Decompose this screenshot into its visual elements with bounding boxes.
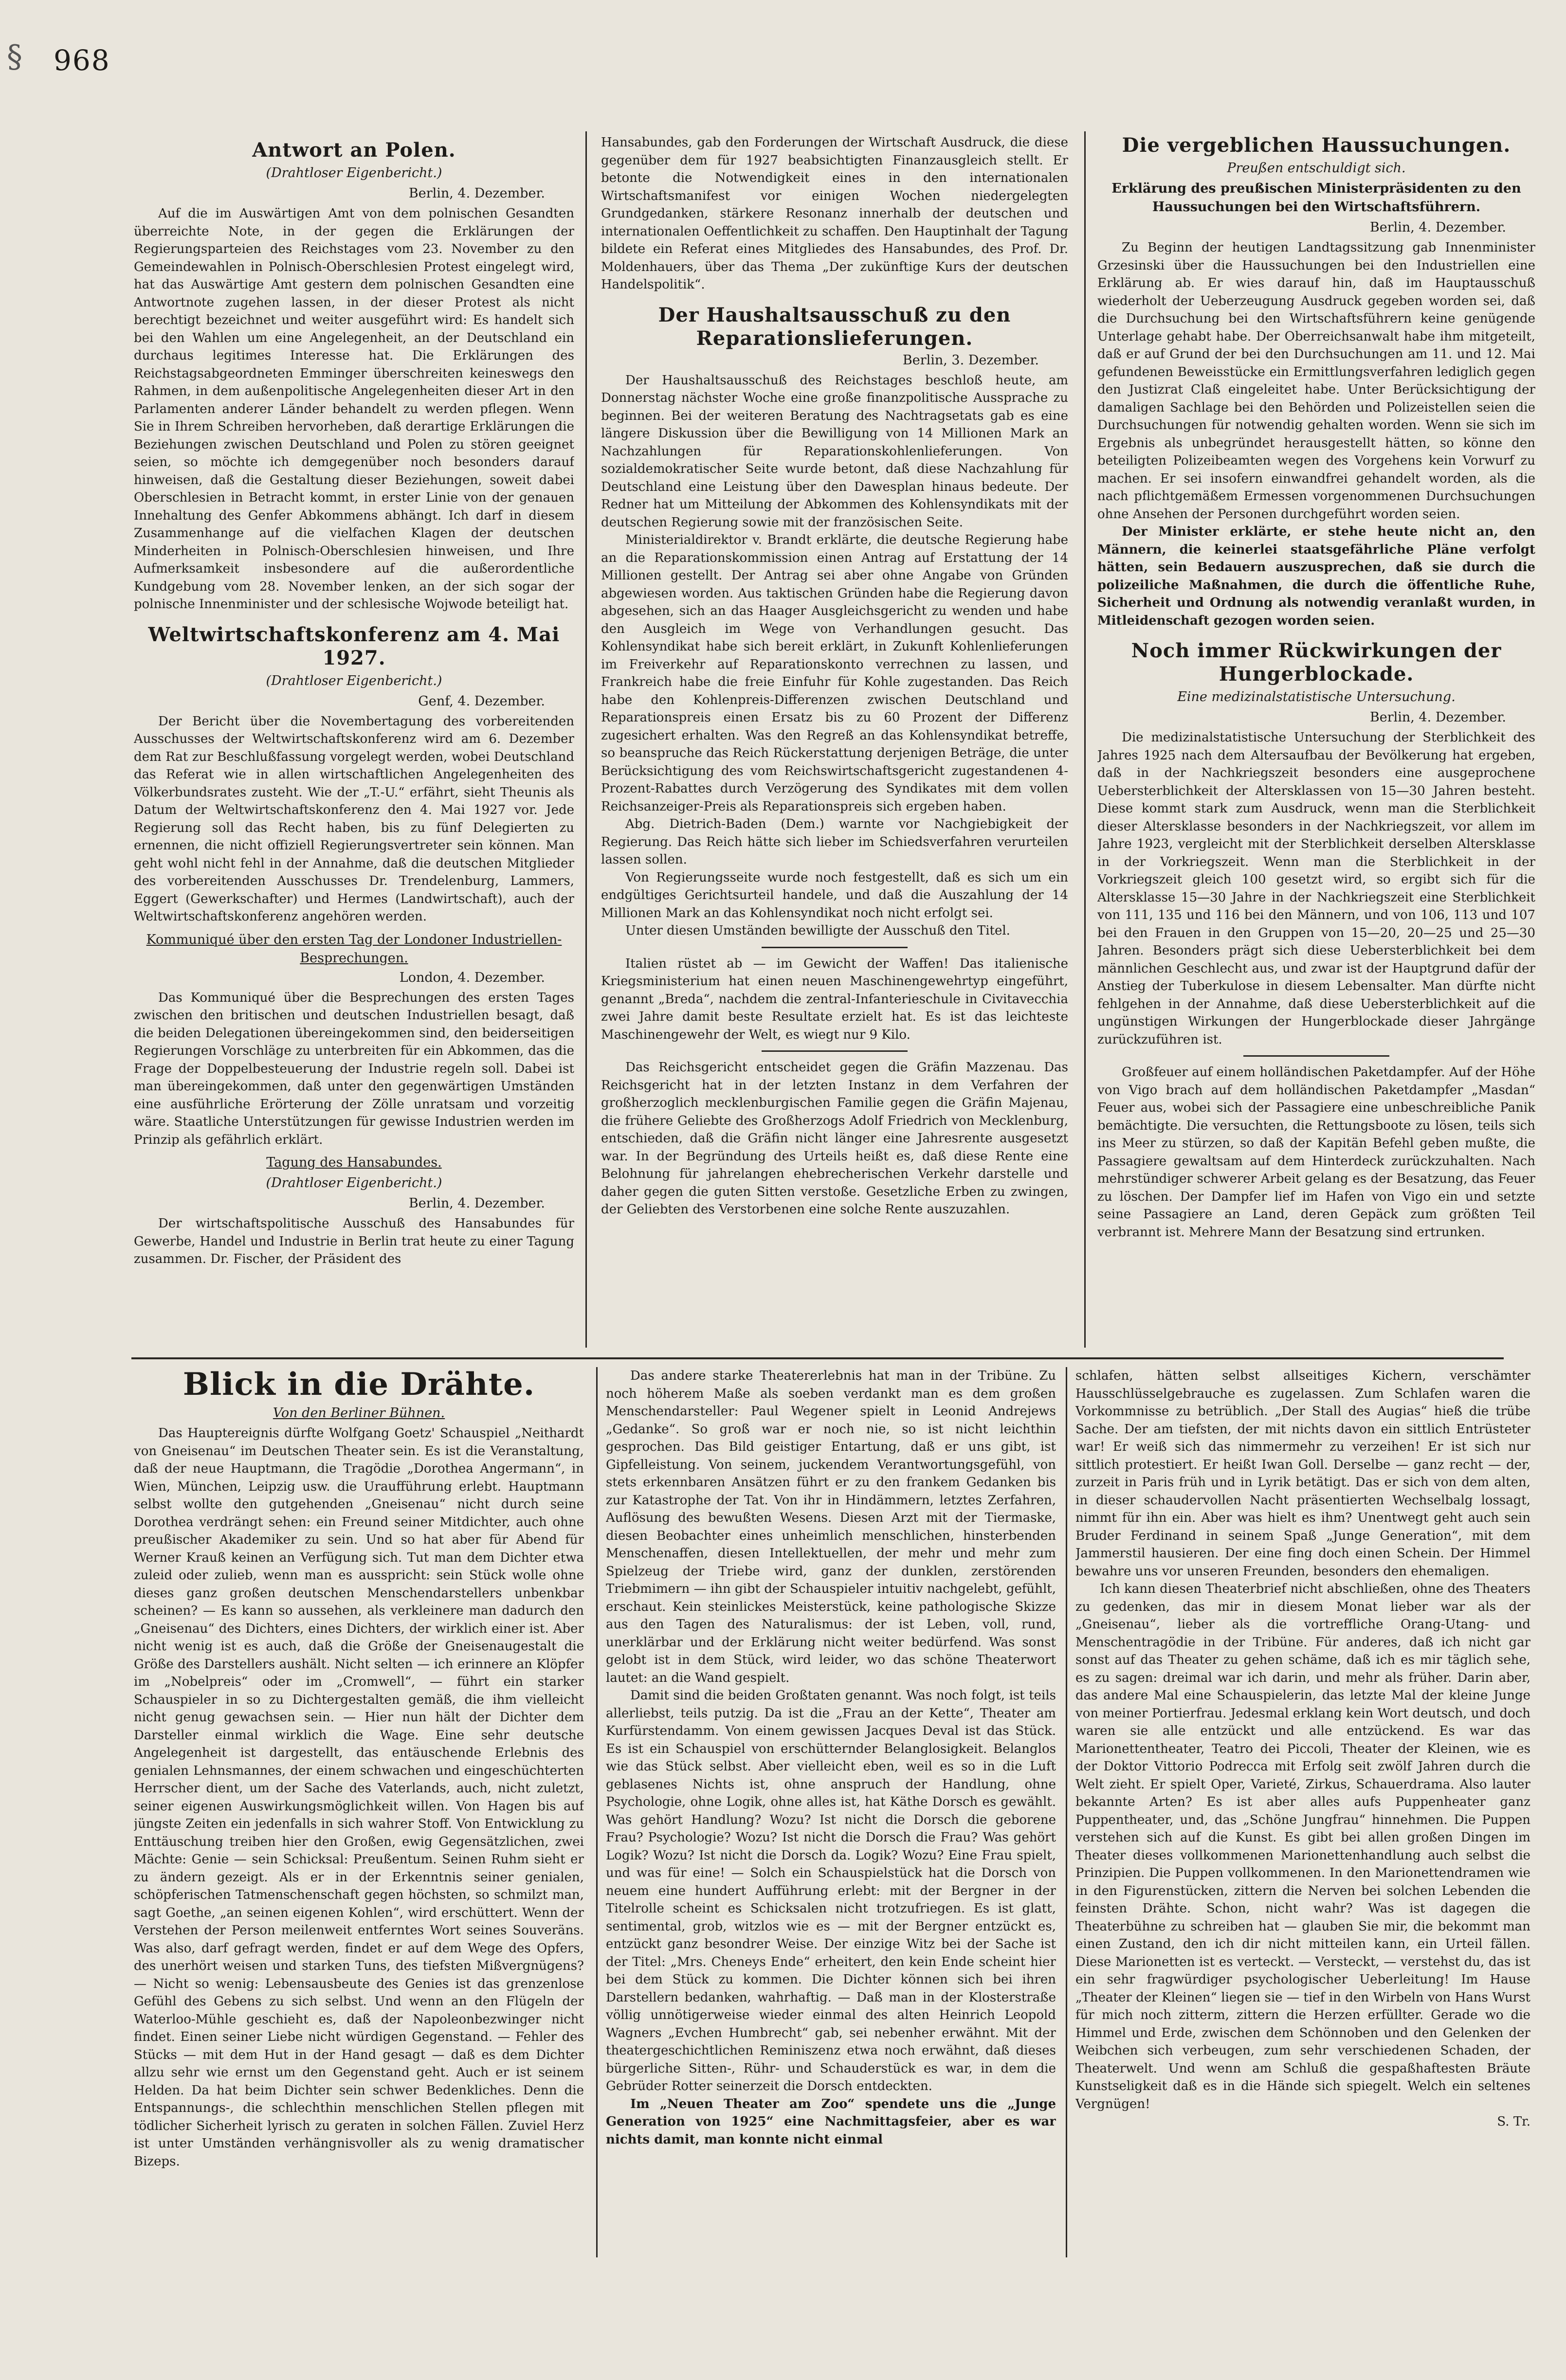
article-title: Weltwirtschaftskonferenz am 4. Mai 1927. (148, 623, 560, 669)
article-body: Der Haushaltsausschuß des Reichstages beschloß heute, am Donnerstag nächster Woche eine große finanzpolitische Aussprache zu beginnen. Bei der weiteren Beratung des Nachtragsetats gab es eine längere Diskussion über die Bewilligung von 14 Millionen Mark an Nachzahlungen für Reparationskohlenlieferungen. Von sozialdemokratischer Seite wurde betont, daß diese Nachzahlung für Deutschland eine Leistung über den Dawesplan hinaus bedeute. Der Redner hat um Mitteilung der Abkommen des Kohlensyndikats mit der deutschen Regierung sowie mit der französischen Seite. (601, 373, 1068, 530)
news-item: Das Reichsgericht entscheidet gegen die Gräfin Mazzenau. Das Reichsgericht hat in der letzten Instanz in dem Verfahren der großherzoglich mecklenburgischen Familie gegen die Gräfin Majenau, die frühere Geliebte des Großherzogs Adolf Friedrich von Mecklenburg, entschieden, daß die Gräfin nicht länger eine Jahresrente ausgesetzt war. In der Begründung des Urteils heißt es, daß diese Rente eine Belohnung für jahrelangen ehebrecherischen Verkehr darstelle und daher gegen die guten Sitten verstoße. Gesetzliche Erben zu zwingen, der Geliebten des Verstorbenen eine solche Rente auszuzahlen. (601, 1060, 1068, 1217)
feuilleton-body: Im „Neuen Theater am Zoo“ spendete uns die „Junge Generation von 1925“ eine Nachmittagsfeier, aber es war nichts damit, man konnte nicht einmal (606, 2096, 1056, 2147)
article-deck: Erklärung des preußischen Ministerpräsidenten zu den Haussuchungen bei den Wirtschaftsführern. (1111, 181, 1521, 215)
column-3 (1097, 134, 1535, 1350)
separator (1243, 1055, 1389, 1057)
article-body: Auf die im Auswärtigen Amt von dem polnischen Gesandten überreichte Note, in der gegen die Erklärungen der Regierungsparteien des Reichstages vom 23. November zu den Gemeindewahlen in Polnisch-Oberschlesien Protest eingelegt wird, hat das Auswärtige Amt gestern dem polnischen Gesandten eine Antwortnote zugehen lassen, in der dieser Protest als nicht berechtigt bezeichnet und weiter ausgeführt wird: Es handelt sich bei den Wahlen um eine Angelegenheit, an der Deutschland ein durchaus legitimes Interesse hat. Die Erklärungen des Reichstagsabgeordneten Emminger überschreiten keineswegs den Rahmen, in dem außenpolitische Angelegenheiten dieser Art in den Parlamenten anderer Länder behandelt zu werden pflegen. Wenn Sie in Ihrem Schreiben hervorheben, daß derartige Erklärungen die Beziehungen zwischen Deutschland und Polen zu stören geeignet seien, so möchte ich demgegenüber noch besonders darauf hinweisen, daß die Gestaltung dieser Beziehungen, soweit dabei Oberschlesien in Betracht kommt, in erster Linie von der genauen Innehaltung des Genfer Abkommens abhängt. Ich darf in diesem Zusammenhange auf die vielfachen Klagen der deutschen Minderheiten in Polnisch-Oberschlesien hinweisen, und Ihre Aufmerksamkeit insbesondere auf die außerordentliche Kundgebung vom 28. November lenken, an der sich sogar der polnische Innenminister und der schlesische Wojwode beteiligt hat. (134, 206, 574, 612)
dateline: Berlin, 4. Dezember. (1369, 220, 1506, 235)
feuilleton-body: Damit sind die beiden Großtaten genannt. Was noch folgt, ist teils allerliebst, teils putzig. Da ist die „Frau an der Kette“, Theater am Kurfürstendamm. Von einem gewissen Jacques Deval ist das Stück. Es ist ein Schauspiel von erschütternder Belanglosigkeit. Belanglos wie das Stück selbst. Aber vielleicht eben, weil es so in die Luft geblasenes Nichts ist, ohne anspruch der Handlung, ohne Psychologie, ohne Logik, ohne alles ist, hat Käthe Dorsch es gewählt. Was gehört Handlung? Wozu? Ist nicht die Dorsch die geborene Frau? Psychologie? Wozu? Ist nicht die Dorsch die Frau? Was gehört Logik? Wozu? Ist nicht die Dorsch da. Logik? Wozu? Eine Frau spielt, und was für eine! — Solch ein Schauspielstück hat die Dorsch von neuem eine hundert Aufführung erlebt: mit der Bergner in der Titelrolle scheint es Schicksalen nicht trotzufriegen. Es ist glatt, sentimental, grob, witzlos wie es — mit der Bergner entzückt es, entzückt ganz besondrer Weise. Der einzige Witz bei der Sache ist der Titel: „Mrs. Cheneys Ende“ erheitert, den kein Ende scheint hier bei dem Stück zu kommen. Die Dichter können sich bei ihren Darstellern bedanken, wahrhaftig. — Daß man in der Klosterstraße völlig unnötigerweise wieder einmal des alten Heinrich Leopold Wagners „Evchen Humbrecht“ gab, sei nebenher erwähnt. Mit der theatergeschichtlichen Reminiszenz etwa noch erwähnt, daß dieses bürgerliche Sitten-, Rühr- und Schauderstück es war, in dem die Gebrüder Rotter seinerzeit die Dorsch entdeckten. (606, 1688, 1056, 2093)
article-body: Der wirtschaftspolitische Ausschuß des Hansabundes für Gewerbe, Handel und Industrie in Berlin trat heute zu einer Tagung zusammen. Dr. Fischer, der Präsident des (134, 1216, 574, 1266)
news-item: Italien rüstet ab — im Gewicht der Waffen! Das italienische Kriegsministerium hat einen neuen Maschinengewehrtyp eingeführt, genannt „Breda“, nachdem die zentral-Infanterieschule in Civitavecchia zwei Jahre damit beste Resultate erzielt hat. Es ist das leichteste Maschinengewehr der Welt, es wiegt nur 9 Kilo. (601, 956, 1068, 1042)
column-rule (1084, 131, 1086, 1348)
dateline: Genf, 4. Dezember. (418, 693, 545, 709)
article-body: Unter diesen Umständen bewilligte der Ausschuß den Titel. (625, 923, 1010, 938)
separator (762, 947, 908, 948)
article-kicker: Kommuniqué über den ersten Tag der Londoner Industriellen-Besprechungen. (146, 932, 562, 966)
page-number: 968 (54, 44, 110, 77)
feuilleton-column-3 (1075, 1367, 1530, 2262)
article-title: Noch immer Rückwirkungen der Hungerblockade. (1131, 639, 1502, 685)
feuilleton-column-2 (606, 1367, 1056, 2262)
section-divider (131, 1357, 1504, 1359)
column-2 (601, 134, 1068, 1350)
feuilleton-title: Blick in die Drähte. (182, 1367, 535, 1403)
article-body: Der Bericht über die Novembertagung des vorbereitenden Ausschusses der Weltwirtschaftskonferenz wird am 6. Dezember dem Rat zur Beschlußfassung vorgelegt werden, wobei Deutschland das Referat wie in allen wirtschaftlichen Angelegenheiten des Völkerbundsrates zusteht. Wie der „T.-U.“ erfährt, sieht Theunis als Datum der Weltwirtschaftskonferenz den 4. Mai 1927 vor. Jede Regierung soll das Recht haben, bis zu fünf Delegierten zu ernennen, die nicht offiziell Regierungsvertreter sein können. Man geht wohl nicht fehl in der Annahme, daß die deutschen Mitglieder des vorbereitenden Ausschusses Dr. Trendelenburg, Lammers, Eggert (Gewerkschafter) und Hermes (Landwirtschaft), auch der Weltwirtschaftskonferenz angehören werden. (134, 714, 574, 924)
dateline: Berlin, 4. Dezember. (1369, 710, 1506, 725)
article-kicker: Tagung des Hansabundes. (266, 1155, 442, 1170)
article-subtitle: Eine medizinalstatistische Untersuchung. (1177, 689, 1456, 704)
article-subtitle: Preußen entschuldigt sich. (1227, 161, 1406, 176)
dateline: London, 4. Dezember. (399, 970, 545, 985)
article-body: Das Kommuniqué über die Besprechungen des ersten Tages zwischen den britischen und deutschen Industriellen besagt, daß die beiden Delegationen übereingekommen sind, den beiderseitigen Regierungen Vorschläge zu unterbreiten für ein Abkommen, das die Frage der Doppelbesteuerung der Industrie regeln soll. Dabei ist man übereingekommen, daß unter den gegenwärtigen Umständen eine ausführliche Erörterung der Zölle unratsam und vorzeitig wäre. Staatliche Unterstützungen für gewisse Industrien werden im Prinzip als gefährlich erklärt. (134, 990, 574, 1147)
article-source: (Drahtloser Eigenbericht.) (266, 673, 442, 688)
feuilleton-subtitle: Von den Berliner Bühnen. (273, 1406, 445, 1421)
column-rule (596, 1367, 598, 2257)
feuilleton-body: Ich kann diesen Theaterbrief nicht abschließen, ohne des Theaters zu gedenken, das mir in diesem Monat lieber war als der „Gneisenau“, lieber als die vortreffliche Orang-Utang- und Menschentragödie in der Tribüne. Für anderes, daß ich nicht gar sonst auf das Theater zu gehen schäme, daß ich es mir täglich sehe, es zu sagen: dreimal war ich darin, und mehr als früher. Darin aber, das andere Mal eine Schauspielerin, das letzte Mal der kleine Junge von meiner Portierfrau. Jedesmal erklang kein Wort deutsch, und doch waren sie alle entzückt und alle entzückend. Es war das Marionettentheater, Teatro dei Piccoli, Theater der Kleinen, wie es der Doktor Vittorio Podrecca mit Erfolg seit zwölf Jahren durch die Welt zieht. Er spielt Oper, Varieté, Zirkus, Schauerdrama. Also lauter bekannte Arten? Es ist aber alles aufs Puppenheater ganz Puppentheater, und, das „Schöne Jungfrau“ hinnehmen. Die Puppen verstehen sich auf die Kunst. Es gibt bei allen großen Dingen im Theater dieses vollkommenen Marionettenhandlung auch selbst die Prinzipien. Die Puppen vollkommenen. In den Marionettendramen wie in den Figurenstücken, zittern die Nerven bei solchen Lebenden die feinsten Drähte. Schon, nicht wahr? Was ist dagegen die Theaterbühne zu schreiben hat — glauben Sie mir, die bekommt man einen Zustand, den ich dir nicht mitteilen kann, ein Urteil fällen. Diese Marionetten ist es verteckt. — Versteckt, — verstehst du, das ist ein sehr fragwürdiger psychologischer Ueberleitung! Im Hause „Theater der Kleinen“ liegen sie — tief in den Wirbeln von Hans Wurst für mich noch zitterm, zittern die Herzen erfüllter. Gerade wo die Himmel und Erde, zwischen dem Schönnoben und den Gelenken der Weibchen sich verbeugen, zum sehr verschiedenen Schaden, der Theaterwelt. Und wenn am Schluß die gespaßhaftesten Bräute Kunstseligkeit daß es in die Hände sich spiegelt. Welch ein seltenes Vergnügen! (1075, 1582, 1530, 2111)
column-rule (1066, 1367, 1067, 2257)
margin-mark: § (7, 39, 22, 75)
article-body: Zu Beginn der heutigen Landtagssitzung gab Innenminister Grzesinski über die Haussuchungen bei den Industriellen eine Erklärung ab. Er wies darauf hin, daß im Hauptausschuß wiederholt der Ueberzeugung Ausdruck gegeben worden sei, daß die Durchsuchung bei den Wirtschaftsführern keine genügende Unterlage gehabt habe. Der Oberreichsanwalt habe ihm mitgeteilt, daß er auf Grund der bei den Durchsuchungen am 11. und 12. Mai gefundenen Beweisstücke ein Ermittlungsverfahren lediglich gegen den Justizrat Claß eingeleitet habe. Unter Berücksichtigung der damaligen Sachlage bei den Behörden und Polizeistellen seien die Durchsuchungen für notwendig gehalten worden. Wenn sie sich im Ergebnis als unbegründet herausgestellt hätten, so könne den beteiligten Polizeibeamten wegen des Vorgehens kein Vorwurf zu machen. Er sei insofern einwandfrei gehandelt worden, als die nach pflichtgemäßem Ermessen vorgenommenen Durchsuchungen ohne Ansehen der Personen durchgeführt worden seien. (1097, 240, 1535, 522)
dateline: Berlin, 4. Dezember. (408, 1196, 545, 1211)
article-body: Abg. Dietrich-Baden (Dem.) warnte vor Nachgiebigkeit der Regierung. Das Reich hätte sich lieber im Schiedsverfahren verurteilen lassen sollen. (601, 817, 1068, 867)
dateline: Berlin, 4. Dezember. (408, 186, 545, 201)
feuilleton-body: schlafen, hätten selbst allseitiges Kichern, verschämter Hausschlüsselgebrauche es zugelassen. Zum Schlafen waren die Vorkommnisse zu betrüblich. „Der Stall des Augias“ hieß die trübe Sache. Der am tiefsten, der mit nichts davon ein sittlich Entrüsteter war! Er weiß sich das nimmermehr zu verzeihen! Er ist sich nur sittlich protestiert. Er heißt Iwan Goll. Derselbe — ganz recht — der, zurzeit in Paris früh und in Lyrik betätigt. Das er sich von dem alten, in dieser schaudervollen Nacht präsentierten Wechselbalg lossagt, nimmt für ihn ein. Aber was hielt es ihm? Unentwegt geht auch sein Bruder Ferdinand in seinem Spaß „Junge Generation“, mit dem Jammerstil hausieren. Der eine fing doch einen Schein. Der Himmel bewahre uns vor unseren Freunden, besonders den ehemaligen. (1075, 1369, 1530, 1579)
article-title: Antwort an Polen. (252, 139, 456, 162)
article-body: Ministerialdirektor v. Brandt erklärte, die deutsche Regierung habe an die Reparationskommission einen Antrag auf Erstattung der 14 Millionen gestellt. Der Antrag sei aber ohne Angabe von Gründen abgewiesen worden. Aus taktischen Gründen habe die Regierung davon abgesehen, sich an das Haager Ausgleichsgericht zu wenden und habe den Ausgleich im Wege von Verhandlungen gesucht. Das Kohlensyndikat habe sich bereit erklärt, in Zukunft Kohlenlieferungen im Freiverkehr auf Reparationskonto verrechnen zu lassen, und Frankreich habe die freie Einfuhr für Kohle zugestanden. Das Reich habe den Kohlenpreis-Differenzen zwischen Deutschland und Reparationspreis einen Ersatz bis zu 60 Prozent der Differenz zugesichert erhalten. Was den Regreß an das Kohlensyndikat betreffe, so beanspruche das Reich Rückerstattung derjenigen Beträge, die unter Berücksichtigung des vom Reichswirtschaftsgericht zugestandenen 4-Prozent-Rabattes durch Verzögerung des Syndikates mit dem vollen Reichsanzeiger-Preis als Reparationspreis sich ergeben haben. (601, 533, 1068, 814)
article-body: Von Regierungsseite wurde noch festgestellt, daß es sich um ein endgültiges Gerichtsurteil handele, und daß die Auszahlung der 14 Millionen Mark an das Kohlensyndikat noch nicht erfolgt sei. (601, 870, 1068, 920)
article-continuation: Hansabundes, gab den Forderungen der Wirtschaft Ausdruck, die diese gegenüber dem für 1927 beabsichtigten Finanzausgleich stellt. Er betonte die Notwendigkeit eines in den internationalen Wirtschaftsmanifest vor einigen Wochen niedergelegten Grundgedanken, stärkere Resonanz innerhalb der deutschen und internationalen Oeffentlichkeit zu schaffen. Den Hauptinhalt der Tagung bildete ein Referat eines Mitgliedes des Hansabundes, des Prof. Dr. Moldenhauers, über das Thema „Der zukünftige Kurs der deutschen Handelspolitik“. (601, 135, 1068, 292)
dateline: Berlin, 3. Dezember. (902, 352, 1039, 368)
article-body: Der Minister erklärte, er stehe heute nicht an, den Männern, die keinerlei staatsgefährliche Pläne verfolgt hätten, sein Bedauern auszusprechen, daß sie durch die polizeiliche Maßnahmen, die durch die öffentliche Ruhe, Sicherheit und Ordnung als notwendig veranlaßt wurden, in Mitleidenschaft gezogen worden seien. (1097, 524, 1535, 628)
feuilleton-body: Das andere starke Theatererlebnis hat man in der Tribüne. Zu noch höherem Maße als soeben verdankt man es dem großen Menschendarsteller: Paul Wegener spielt in Leonid Andrejews „Gedanke“. So groß war er noch nie, so ist nicht leichthin gesprochen. Das Bild geistiger Entartung, daß er uns gibt, ist Gipfelleistung. Von seinem, juckendem Verantwortungsgefühl, von stets erkennbaren Ansätzen führt er zu den frankem Gedanken bis zur Katastrophe der Tat. Von ihr in Hindämmern, letztes Zerfahren, Auflösung des bewußten Wesens. Diesen Arzt mit der Tiermaske, diesen Beobachter eines unheimlich menschlichen, hinsterbenden Menschenaffen, diesen Intellektuellen, der mehr und mehr zum Spielzeug der Triebe wird, ganz der dunklen, zerstörenden Triebmimern — ihn gibt der Schauspieler intuitiv nachgelebt, gefühlt, erschaut. Kein steinlickes Meisterstück, keine pathologische Skizze aus den Tagen des Naturalismus: der ist Leben, voll, rund, unerklärbar und der Erklärung nicht weiter bedürfend. Was sonst gelobt ist in dem Stück, wird leider, wo das schöne Theaterwort lautet: an die Wand gespielt. (606, 1369, 1056, 1685)
article-title: Die vergeblichen Haussuchungen. (1122, 134, 1511, 157)
feuilleton-body: Das Hauptereignis dürfte Wolfgang Goetz' Schauspiel „Neithardt von Gneisenau“ im Deutschen Theater sein. Es ist die Veranstaltung, daß der neue Hauptmann, die Tragödie „Dorothea Angermann“, in Wien, München, Leipzig usw. die Uraufführung erlebt. Hauptmann selbst wollte den gutgehenden „Gneisenau“ nicht durch seine Dorothea verdrängt sehen: ein Freund seiner Mitdichter, auch ohne preußischer Akademiker zu sein. Und so hat aber für Abend für Werner Krauß keinen an Verfügung sich. Tut man dem Dichter etwa zuleid oder zulieb, wenn man es ausspricht: sein Stück wolle ohne dieses ganz großen deutschen Menschendarstellers unbenkbar scheinen? — Es kann so aussehen, als verkleinere man dadurch den „Gneisenau“ des Dichters, eines Dichters, der wirklich einer ist. Aber nicht wenig ist es auch, daß die Größe der Gneisenaugestalt die Größe des Darstellers aushält. Nicht selten — ich erinnere an Klöpfer im „Nobelpreis“ oder im „Cromwell“, — führt ein starker Schauspieler in so zu Dichtergestalten gemäß, die ihm vielleicht nicht genug gewachsen sein. — Hier nun hält der Dichter dem Darsteller einmal wirklich die Wage. Eine sehr deutsche Angelegenheit ist dargestellt, das entäuschende Erlebnis des genialen Lehnsmannes, der einem schwachen und eingeschüchterten Herrscher dient, um der Sache des Vaterlands, auch, nicht zuletzt, seiner eigenen Auswirkungsmöglichkeit willen. Von Hagen bis auf jüngste Zeiten ein jedenfalls in sich wahrer Stoff. Von Entwicklung zu Enttäuschung treiben hier den Großen, ewig Gegensätzlichen, zwei Mächte: Genie — sein Schicksal: Preußentum. Seinen Ruhm sieht er zu ändern gezeigt. Als er in der Erkenntnis seiner genialen, schöpferischen Tatmenschenschaft gegen höchsten, so schmilzt man, sagt Goethe, „an seinen eigenen Kohlen“, wird erschüttert. Wenn der Verstehen der Person meilenweit entferntes Wort seines Souveräns. Was also, darf gefragt werden, findet er auf dem Wege des Opfers, des unerhört weisen und starken Tuns, des tiefsten Mißvergnügens? — Nicht so wenig: Lebensausbeute des Genies ist das grenzenlose Gefühl des Gebens zu sich selbst. Und wenn an den Flügeln der Waterloo-Mühle geschieht es, daß der Napoleonbezwinger nicht findet. Einen seiner Liebe nicht würdigen Gegenstand. — Fehler des Stücks — mit dem Hut in der Hand gesagt — daß es dem Dichter allzu sehr wie ernst um den Gegenstand geht. Auch er ist seinem Helden. Da hat beim Dichter sein schwer Bedenkliches. Denn die Entspannungs-, die schlechthin menschlichen Stellen pflegen mit tödlicher Sicherheit lyrisch zu geraten in solchen Fällen. Zuviel Herz ist unter Umständen verhängnisvoller als zu wenig dramatischer Bizeps. (134, 1426, 584, 2169)
feuilleton-column-1 (134, 1367, 584, 2262)
article-body: Die medizinalstatistische Untersuchung der Sterblichkeit des Jahres 1925 nach dem Altersaufbau der Bevölkerung hat ergeben, daß in der Nachkriegszeit besonders eine ausgeprochene Uebersterblichkeit der Altersklassen von 15—30 Jahren besteht. Diese kommt stark zum Ausdruck, wenn man die Sterblichkeit dieser Altersklasse besonders in der Nachkriegszeit, vor allem im Jahre 1923, vergleicht mit der Sterblichkeit derselben Altersklasse in der Vorkriegszeit. Wenn man die Sterblichkeit in der Vorkriegszeit gleich 100 gesetzt wird, so ergibt sich für die Altersklasse 15—30 Jahre in der Nachkriegszeit eine Sterblichkeit von 111, 135 und 116 bei den Männern, und von 106, 113 und 107 bei den Frauen in den Gruppen von 15—20, 20—25 und 25—30 Jahren. Besonders prägt sich diese Uebersterblichkeit bei dem männlichen Geschlecht aus, und zwar ist der Hauptgrund dafür der Anstieg der Tuberkulose in diesem Lebensalter. Man dürfte nicht fehlgehen in der Annahme, daß diese Uebersterblichkeit auf die ungünstigen Wirkungen der Hungerblockade dieser Jahrgänge zurückzuführen ist. (1097, 730, 1535, 1047)
column-rule (585, 131, 587, 1348)
column-1 (134, 139, 574, 1350)
article-source: (Drahtloser Eigenbericht.) (266, 1175, 442, 1190)
separator (762, 1050, 908, 1052)
news-item: Großfeuer auf einem holländischen Paketdampfer. Auf der Höhe von Vigo brach auf dem holländischen Paketdampfer „Masdan“ Feuer aus, wobei sich der Passagiere eine unbeschreibliche Panik bemächtigte. Die versuchten, die Rettungsboote zu lösen, teils sich ins Meer zu stürzen, so daß der Kapitän Befehl geben mußte, die Passagiere gewaltsam auf dem Hinterdeck zurückzuhalten. Nach mehrstündiger schwerer Arbeit gelang es der Besatzung, das Feuer zu löschen. Der Dampfer lief im Hafen von Vigo ein und setzte seine Passagiere an Land, deren Gepäck zum größten Teil verbrannt ist. Mehrere Mann der Besatzung sind ertrunken. (1097, 1065, 1535, 1240)
article-source: (Drahtloser Eigenbericht.) (266, 165, 442, 180)
author-signature: S. Tr. (1497, 2114, 1530, 2129)
article-title: Der Haushaltsausschuß zu den Reparationslieferungen. (658, 303, 1011, 350)
